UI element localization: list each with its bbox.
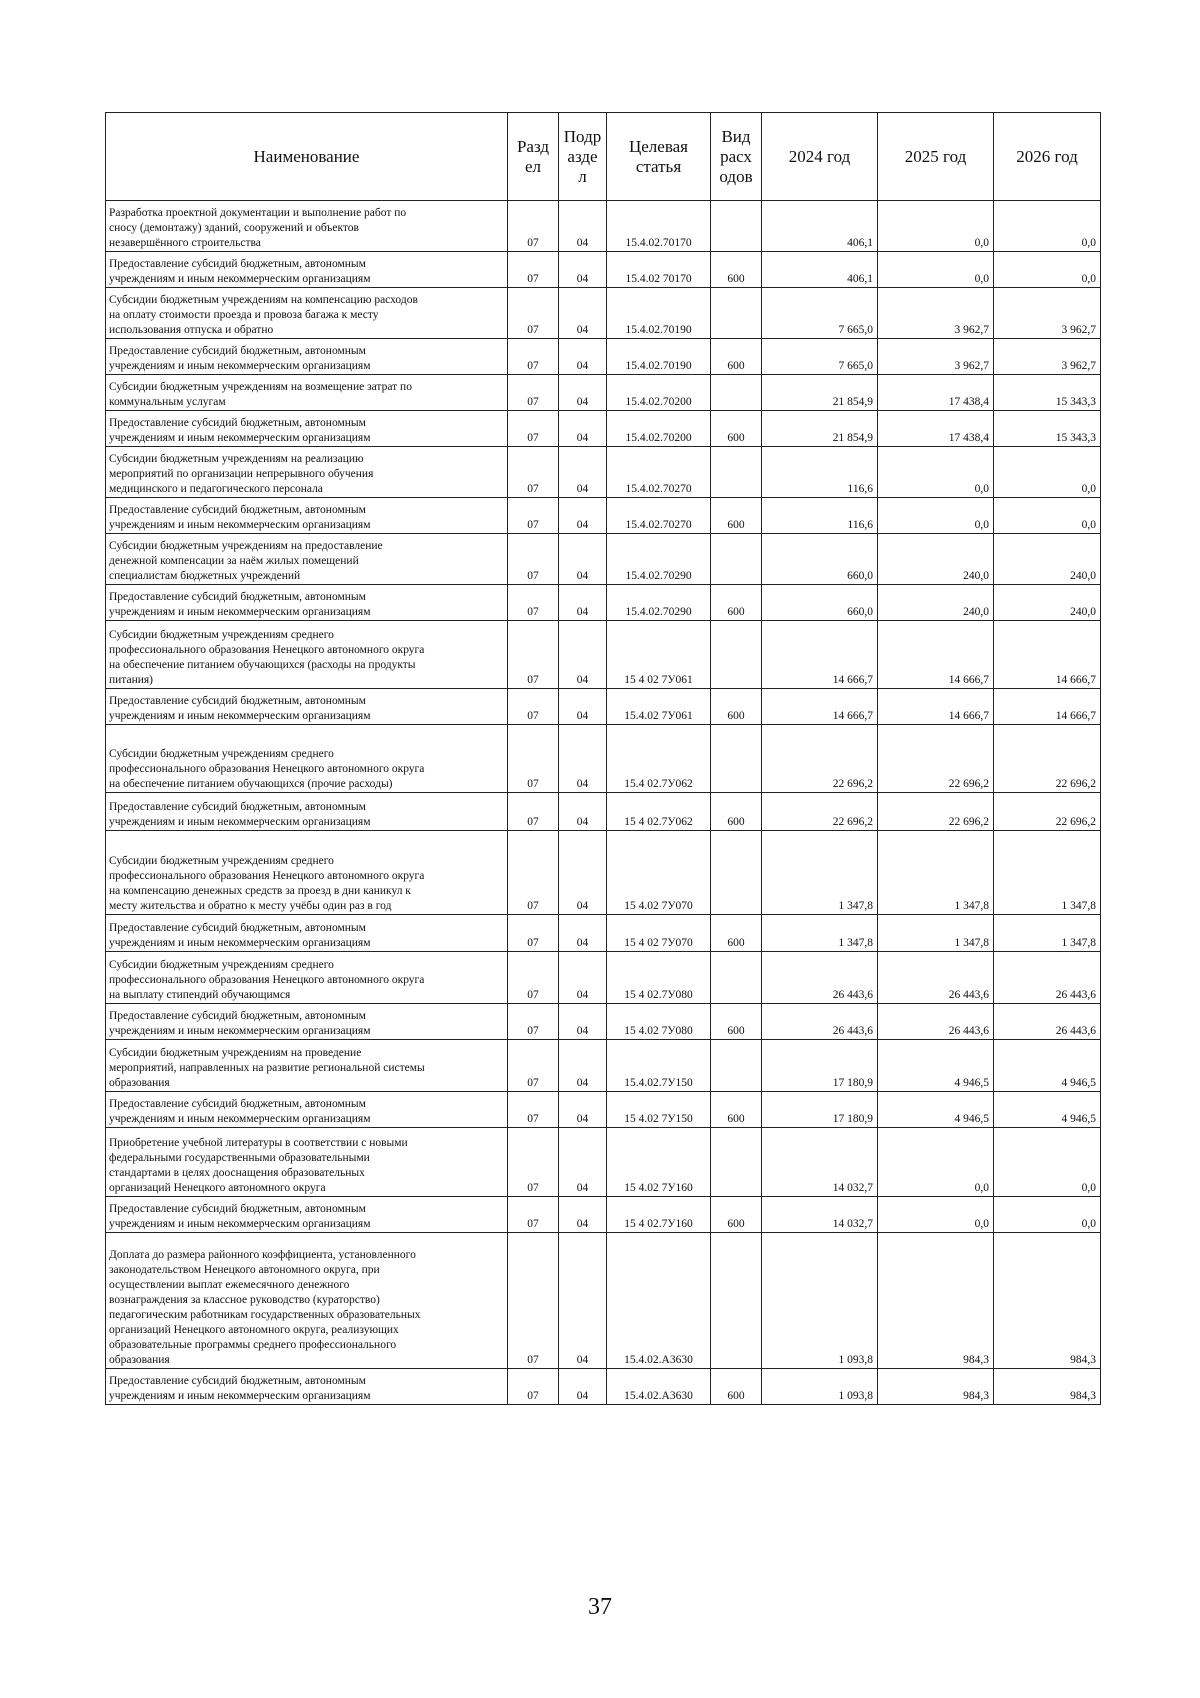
header-tselevaya-statya: Целевая статья <box>607 113 711 201</box>
cell-2024: 22 696,2 <box>762 725 878 793</box>
budget-table <box>105 112 1101 1405</box>
cell-vid-raskhodov <box>711 288 762 339</box>
table-header-row <box>106 113 1101 201</box>
cell-2025: 14 666,7 <box>878 621 994 689</box>
cell-name <box>106 585 508 621</box>
cell-tselevaya-statya: 15 4.02 7У080 <box>607 1004 711 1040</box>
row-name-text: Предоставление субсидий бюджетным, автономным учреждениям и иным некоммерческим организациям <box>109 345 371 372</box>
cell-2025: 3 962,7 <box>878 339 994 375</box>
table-row <box>106 411 1101 447</box>
header-podrazdel: Подр азде л <box>559 113 607 201</box>
cell-vid-raskhodov: 600 <box>711 915 762 952</box>
cell-tselevaya-statya: 15.4.02.A3630 <box>607 1369 711 1405</box>
table-row <box>106 793 1101 831</box>
row-name-text: Субсидии бюджетным учреждениям на возмещение затрат по коммунальным услугам <box>109 381 412 408</box>
cell-2024: 17 180,9 <box>762 1040 878 1092</box>
header-vid-raskhodov: Вид расх одов <box>711 113 762 201</box>
cell-2026: 0,0 <box>994 1128 1101 1197</box>
row-name-text: Предоставление субсидий бюджетным, автономным учреждениям и иным некоммерческим организациям <box>109 922 371 949</box>
cell-tselevaya-statya: 15.4.02 70170 <box>607 252 711 288</box>
cell-podrazdel: 04 <box>559 585 607 621</box>
cell-razdel: 07 <box>508 1040 559 1092</box>
cell-podrazdel: 04 <box>559 252 607 288</box>
cell-2026: 240,0 <box>994 534 1101 585</box>
cell-podrazdel: 04 <box>559 288 607 339</box>
cell-vid-raskhodov: 600 <box>711 339 762 375</box>
row-name-text: Разработка проектной документации и выполнение работ по сносу (демонтажу) зданий, сооружений и объектов незавершённого строительства <box>109 207 407 249</box>
cell-tselevaya-statya: 15.4.02.70190 <box>607 339 711 375</box>
cell-2025: 984,3 <box>878 1233 994 1369</box>
cell-2026: 4 946,5 <box>994 1092 1101 1128</box>
cell-2025: 0,0 <box>878 498 994 534</box>
cell-tselevaya-statya: 15.4.02.70200 <box>607 375 711 411</box>
cell-name <box>106 952 508 1004</box>
cell-name <box>106 1369 508 1405</box>
row-name-text: Доплата до размера районного коэффициента, установленного законодательством Ненецкого автономного округа, при осуществлении выплат ежемесячного денежного вознаграждения за классное руководство (кураторство) педагогическим работникам государственных образовательных организаций Ненецкого автономного округа, реализующих образовательные программы среднего профессионального образования <box>109 1249 421 1366</box>
cell-vid-raskhodov: 600 <box>711 585 762 621</box>
cell-name <box>106 375 508 411</box>
table-row <box>106 447 1101 498</box>
cell-2025: 0,0 <box>878 1197 994 1233</box>
cell-2024: 7 665,0 <box>762 288 878 339</box>
cell-tselevaya-statya: 15.4.02.70290 <box>607 534 711 585</box>
table-row <box>106 498 1101 534</box>
row-name-text: Субсидии бюджетным учреждениям среднего профессионального образования Ненецкого автономного округа на обеспечение питанием обучающихся (прочие расходы) <box>109 748 425 790</box>
cell-tselevaya-statya: 15.4.02.70270 <box>607 447 711 498</box>
cell-2024: 14 032,7 <box>762 1128 878 1197</box>
cell-name <box>106 201 508 252</box>
cell-vid-raskhodov <box>711 375 762 411</box>
header-2026: 2026 год <box>994 113 1101 201</box>
row-name-text: Предоставление субсидий бюджетным, автономным учреждениям и иным некоммерческим организациям <box>109 417 371 444</box>
cell-tselevaya-statya: 15 4 02 7У070 <box>607 915 711 952</box>
table-row <box>106 1040 1101 1092</box>
cell-vid-raskhodov <box>711 831 762 915</box>
cell-2024: 116,6 <box>762 447 878 498</box>
cell-vid-raskhodov <box>711 534 762 585</box>
cell-razdel: 07 <box>508 447 559 498</box>
cell-vid-raskhodov <box>711 725 762 793</box>
row-name-text: Субсидии бюджетным учреждениям на компенсацию расходов на оплату стоимости проезда и провоза багажа к месту использования отпуска и обратно <box>109 294 418 336</box>
cell-tselevaya-statya: 15 4 02.7У080 <box>607 952 711 1004</box>
cell-razdel: 07 <box>508 252 559 288</box>
cell-2024: 1 093,8 <box>762 1233 878 1369</box>
cell-name <box>106 534 508 585</box>
table-row <box>106 915 1101 952</box>
cell-2026: 22 696,2 <box>994 793 1101 831</box>
table-row <box>106 1128 1101 1197</box>
cell-2026: 984,3 <box>994 1233 1101 1369</box>
cell-razdel: 07 <box>508 621 559 689</box>
cell-2024: 7 665,0 <box>762 339 878 375</box>
row-name-text: Предоставление субсидий бюджетным, автономным учреждениям и иным некоммерческим организациям <box>109 258 371 285</box>
cell-vid-raskhodov: 600 <box>711 1197 762 1233</box>
cell-2026: 0,0 <box>994 201 1101 252</box>
cell-razdel: 07 <box>508 1369 559 1405</box>
cell-name <box>106 1197 508 1233</box>
table-row <box>106 201 1101 252</box>
cell-razdel: 07 <box>508 1128 559 1197</box>
cell-podrazdel: 04 <box>559 447 607 498</box>
cell-2025: 22 696,2 <box>878 725 994 793</box>
cell-2026: 0,0 <box>994 498 1101 534</box>
cell-2026: 3 962,7 <box>994 288 1101 339</box>
cell-podrazdel: 04 <box>559 1197 607 1233</box>
cell-2025: 14 666,7 <box>878 689 994 725</box>
cell-razdel: 07 <box>508 339 559 375</box>
page-number: 37 <box>588 1594 612 1620</box>
cell-tselevaya-statya: 15.4.02.70190 <box>607 288 711 339</box>
cell-2025: 0,0 <box>878 447 994 498</box>
cell-podrazdel: 04 <box>559 1233 607 1369</box>
cell-tselevaya-statya: 15 4.02 7У150 <box>607 1092 711 1128</box>
cell-razdel: 07 <box>508 288 559 339</box>
cell-podrazdel: 04 <box>559 831 607 915</box>
cell-podrazdel: 04 <box>559 793 607 831</box>
cell-tselevaya-statya: 15.4 02.7У062 <box>607 725 711 793</box>
cell-2024: 1 347,8 <box>762 831 878 915</box>
cell-podrazdel: 04 <box>559 952 607 1004</box>
cell-tselevaya-statya: 15.4.02 7У061 <box>607 689 711 725</box>
cell-2024: 17 180,9 <box>762 1092 878 1128</box>
cell-tselevaya-statya: 15.4.02.7У150 <box>607 1040 711 1092</box>
row-name-text: Предоставление субсидий бюджетным, автономным учреждениям и иным некоммерческим организациям <box>109 591 371 618</box>
cell-vid-raskhodov: 600 <box>711 411 762 447</box>
cell-vid-raskhodov <box>711 1040 762 1092</box>
cell-name <box>106 725 508 793</box>
table-row <box>106 288 1101 339</box>
cell-2026: 4 946,5 <box>994 1040 1101 1092</box>
cell-2025: 26 443,6 <box>878 1004 994 1040</box>
table-row <box>106 252 1101 288</box>
header-razdel: Разд ел <box>508 113 559 201</box>
cell-name <box>106 252 508 288</box>
table-row <box>106 725 1101 793</box>
cell-razdel: 07 <box>508 831 559 915</box>
cell-vid-raskhodov: 600 <box>711 689 762 725</box>
cell-2025: 3 962,7 <box>878 288 994 339</box>
cell-name <box>106 689 508 725</box>
cell-podrazdel: 04 <box>559 1092 607 1128</box>
cell-2025: 240,0 <box>878 585 994 621</box>
cell-razdel: 07 <box>508 915 559 952</box>
cell-vid-raskhodov: 600 <box>711 252 762 288</box>
cell-tselevaya-statya: 15.4.02.70270 <box>607 498 711 534</box>
cell-2024: 660,0 <box>762 534 878 585</box>
table-row <box>106 1092 1101 1128</box>
cell-2026: 26 443,6 <box>994 1004 1101 1040</box>
row-name-text: Предоставление субсидий бюджетным, автономным учреждениям и иным некоммерческим организациям <box>109 1375 371 1402</box>
row-name-text: Предоставление субсидий бюджетным, автономным учреждениям и иным некоммерческим организациям <box>109 1203 371 1230</box>
cell-2024: 660,0 <box>762 585 878 621</box>
cell-podrazdel: 04 <box>559 339 607 375</box>
cell-podrazdel: 04 <box>559 1004 607 1040</box>
cell-2024: 116,6 <box>762 498 878 534</box>
cell-2025: 0,0 <box>878 252 994 288</box>
cell-name <box>106 831 508 915</box>
row-name-text: Предоставление субсидий бюджетным, автономным учреждениям и иным некоммерческим организациям <box>109 1010 371 1037</box>
cell-podrazdel: 04 <box>559 201 607 252</box>
cell-name <box>106 339 508 375</box>
cell-name <box>106 621 508 689</box>
header-2024: 2024 год <box>762 113 878 201</box>
table-row <box>106 1004 1101 1040</box>
cell-razdel: 07 <box>508 952 559 1004</box>
cell-vid-raskhodov <box>711 952 762 1004</box>
cell-vid-raskhodov: 600 <box>711 793 762 831</box>
cell-2024: 14 666,7 <box>762 689 878 725</box>
cell-podrazdel: 04 <box>559 689 607 725</box>
table-row <box>106 1233 1101 1369</box>
row-name-text: Субсидии бюджетным учреждениям среднего профессионального образования Ненецкого автономного округа на компенсацию денежных средств за проезд в дни каникул к месту жительства и обратно к месту учёбы один раз в год <box>109 855 425 912</box>
cell-2026: 0,0 <box>994 447 1101 498</box>
row-name-text: Предоставление субсидий бюджетным, автономным учреждениям и иным некоммерческим организациям <box>109 801 371 828</box>
cell-2024: 1 347,8 <box>762 915 878 952</box>
cell-2025: 984,3 <box>878 1369 994 1405</box>
table-row <box>106 831 1101 915</box>
cell-razdel: 07 <box>508 1197 559 1233</box>
cell-2026: 22 696,2 <box>994 725 1101 793</box>
cell-2025: 1 347,8 <box>878 915 994 952</box>
table-row <box>106 534 1101 585</box>
cell-2026: 1 347,8 <box>994 831 1101 915</box>
cell-razdel: 07 <box>508 411 559 447</box>
cell-2024: 14 032,7 <box>762 1197 878 1233</box>
cell-2025: 0,0 <box>878 1128 994 1197</box>
cell-vid-raskhodov: 600 <box>711 498 762 534</box>
cell-podrazdel: 04 <box>559 498 607 534</box>
row-name-text: Приобретение учебной литературы в соответствии с новыми федеральными государственными образовательными стандартами в целях дооснащения образовательных организаций Ненецкого автономного округа <box>109 1137 408 1194</box>
cell-vid-raskhodov <box>711 621 762 689</box>
table-row <box>106 375 1101 411</box>
row-name-text: Предоставление субсидий бюджетным, автономным учреждениям и иным некоммерческим организациям <box>109 504 371 531</box>
cell-razdel: 07 <box>508 1004 559 1040</box>
cell-podrazdel: 04 <box>559 1369 607 1405</box>
cell-podrazdel: 04 <box>559 1128 607 1197</box>
row-name-text: Субсидии бюджетным учреждениям на реализацию мероприятий по организации непрерывного обучения медицинского и педагогического персонала <box>109 453 374 495</box>
cell-2025: 17 438,4 <box>878 375 994 411</box>
cell-vid-raskhodov <box>711 447 762 498</box>
table-row <box>106 1369 1101 1405</box>
cell-2024: 406,1 <box>762 252 878 288</box>
cell-razdel: 07 <box>508 689 559 725</box>
cell-2024: 22 696,2 <box>762 793 878 831</box>
cell-tselevaya-statya: 15 4 02 7У061 <box>607 621 711 689</box>
cell-razdel: 07 <box>508 793 559 831</box>
cell-tselevaya-statya: 15 4.02 7У070 <box>607 831 711 915</box>
cell-name <box>106 1004 508 1040</box>
header-2025: 2025 год <box>878 113 994 201</box>
row-name-text: Субсидии бюджетным учреждениям среднего профессионального образования Ненецкого автономного округа на обеспечение питанием обучающихся (расходы на продукты питания) <box>109 629 425 686</box>
cell-2025: 0,0 <box>878 201 994 252</box>
cell-2026: 0,0 <box>994 1197 1101 1233</box>
cell-name <box>106 498 508 534</box>
cell-2024: 1 093,8 <box>762 1369 878 1405</box>
cell-vid-raskhodov <box>711 1233 762 1369</box>
cell-2025: 26 443,6 <box>878 952 994 1004</box>
cell-tselevaya-statya: 15.4.02.A3630 <box>607 1233 711 1369</box>
cell-tselevaya-statya: 15.4.02.70170 <box>607 201 711 252</box>
row-name-text: Предоставление субсидий бюджетным, автономным учреждениям и иным некоммерческим организациям <box>109 695 371 722</box>
cell-2026: 0,0 <box>994 252 1101 288</box>
table-row <box>106 585 1101 621</box>
cell-name <box>106 288 508 339</box>
cell-name <box>106 1040 508 1092</box>
cell-2026: 15 343,3 <box>994 375 1101 411</box>
cell-vid-raskhodov: 600 <box>711 1004 762 1040</box>
cell-2026: 14 666,7 <box>994 621 1101 689</box>
cell-name <box>106 793 508 831</box>
cell-razdel: 07 <box>508 1233 559 1369</box>
cell-razdel: 07 <box>508 534 559 585</box>
cell-tselevaya-statya: 15 4.02 7У160 <box>607 1128 711 1197</box>
row-name-text: Субсидии бюджетным учреждениям на проведение мероприятий, направленных на развитие региональной системы образования <box>109 1047 425 1089</box>
cell-podrazdel: 04 <box>559 1040 607 1092</box>
cell-podrazdel: 04 <box>559 375 607 411</box>
cell-name <box>106 1092 508 1128</box>
table-row <box>106 952 1101 1004</box>
cell-podrazdel: 04 <box>559 915 607 952</box>
cell-vid-raskhodov: 600 <box>711 1092 762 1128</box>
row-name-text: Субсидии бюджетным учреждениям на предоставление денежной компенсации за наём жилых помещений специалистам бюджетных учреждений <box>109 540 383 582</box>
header-name: Наименование <box>106 113 508 201</box>
cell-2024: 26 443,6 <box>762 952 878 1004</box>
cell-podrazdel: 04 <box>559 621 607 689</box>
cell-vid-raskhodov: 600 <box>711 1369 762 1405</box>
cell-razdel: 07 <box>508 201 559 252</box>
cell-2025: 4 946,5 <box>878 1040 994 1092</box>
table-row <box>106 689 1101 725</box>
cell-2025: 22 696,2 <box>878 793 994 831</box>
cell-tselevaya-statya: 15.4.02.70290 <box>607 585 711 621</box>
cell-2024: 14 666,7 <box>762 621 878 689</box>
cell-2026: 26 443,6 <box>994 952 1101 1004</box>
cell-2024: 26 443,6 <box>762 1004 878 1040</box>
cell-name <box>106 1128 508 1197</box>
table-row <box>106 339 1101 375</box>
cell-2026: 3 962,7 <box>994 339 1101 375</box>
cell-razdel: 07 <box>508 1092 559 1128</box>
cell-podrazdel: 04 <box>559 411 607 447</box>
table-body <box>106 201 1101 1405</box>
cell-2026: 984,3 <box>994 1369 1101 1405</box>
cell-vid-raskhodov <box>711 201 762 252</box>
cell-2025: 240,0 <box>878 534 994 585</box>
cell-name <box>106 447 508 498</box>
cell-razdel: 07 <box>508 725 559 793</box>
cell-razdel: 07 <box>508 498 559 534</box>
cell-2024: 21 854,9 <box>762 375 878 411</box>
cell-razdel: 07 <box>508 585 559 621</box>
row-name-text: Предоставление субсидий бюджетным, автономным учреждениям и иным некоммерческим организациям <box>109 1098 371 1125</box>
cell-tselevaya-statya: 15 4 02.7У062 <box>607 793 711 831</box>
cell-2025: 17 438,4 <box>878 411 994 447</box>
cell-tselevaya-statya: 15.4.02.70200 <box>607 411 711 447</box>
row-name-text: Субсидии бюджетным учреждениям среднего профессионального образования Ненецкого автономного округа на выплату стипендий обучающимся <box>109 959 425 1001</box>
cell-name <box>106 1233 508 1369</box>
cell-vid-raskhodov <box>711 1128 762 1197</box>
cell-2024: 406,1 <box>762 201 878 252</box>
cell-tselevaya-statya: 15 4 02.7У160 <box>607 1197 711 1233</box>
cell-2025: 4 946,5 <box>878 1092 994 1128</box>
cell-2025: 1 347,8 <box>878 831 994 915</box>
cell-name <box>106 411 508 447</box>
cell-2026: 15 343,3 <box>994 411 1101 447</box>
cell-podrazdel: 04 <box>559 725 607 793</box>
cell-2024: 21 854,9 <box>762 411 878 447</box>
cell-razdel: 07 <box>508 375 559 411</box>
cell-2026: 1 347,8 <box>994 915 1101 952</box>
cell-name <box>106 915 508 952</box>
cell-2026: 240,0 <box>994 585 1101 621</box>
cell-podrazdel: 04 <box>559 534 607 585</box>
table-row <box>106 621 1101 689</box>
cell-2026: 14 666,7 <box>994 689 1101 725</box>
table-row <box>106 1197 1101 1233</box>
